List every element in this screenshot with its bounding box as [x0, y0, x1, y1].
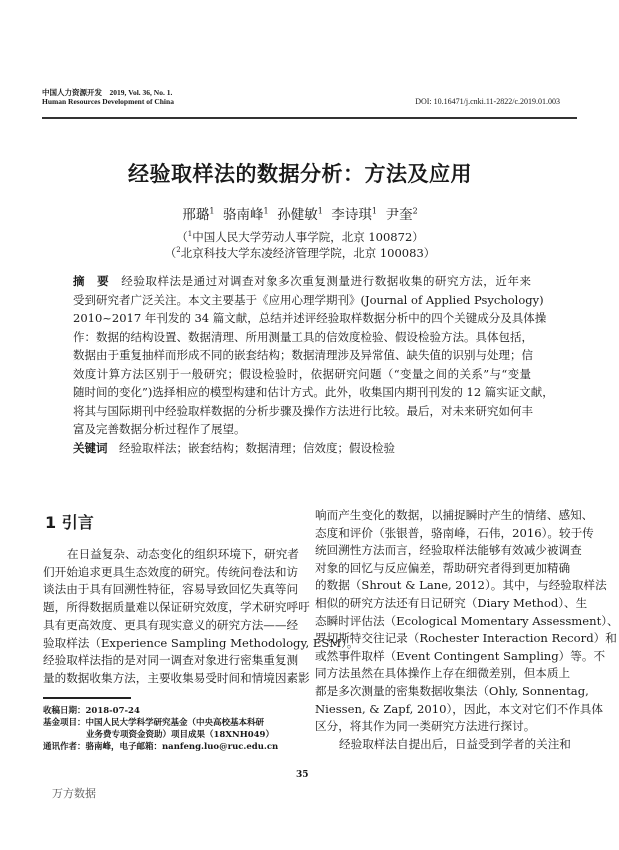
paragraph-line: 相似的研究方法还有日记研究（Diary Method）、生 [315, 596, 588, 610]
keywords [73, 439, 531, 457]
paragraph-line: 的数据（Shrout & Lane, 2012）。其中，与经验取样法 [315, 578, 607, 593]
paragraph-line: 统回溯性方法而言，经验取样法能够有效减少被调查 [315, 543, 582, 558]
received-date: 收稿日期：2018-07-24 [43, 706, 140, 716]
author: 尹奎$^2$ [385, 206, 418, 223]
abstract-line: 富及完善数据分析过程作了展望。 [73, 422, 246, 436]
abstract-text: 经验取样法是通过对调查对象多次重复测量进行数据收集的研究方法，近年来 [121, 274, 532, 288]
journal-info [42, 88, 174, 106]
abstract-line: 数据由于重复抽样而形成不同的嵌套结构；数据清理涉及异常值、缺失值的识别与处理；信 [73, 348, 533, 362]
journal-en: Human Resources Development of China [42, 97, 174, 106]
doi: DOI: 10.16471/j.cnki.11-2822/c.2019.01.003 [415, 97, 560, 106]
keywords-text: 经验取样法；嵌套结构；数据清理；信效度；假设检验 [119, 440, 395, 455]
footnote-rule [43, 697, 131, 699]
journal-cn: 中国人力资源开发 2019, Vol. 36, No. 1. [42, 88, 173, 97]
author: 骆南峰$^1$ [223, 206, 269, 223]
paragraph-line: 同方法虽然在具体操作上存在细微差别，但本质上 [315, 666, 571, 681]
author: 邢璐$^1$ [182, 206, 215, 223]
paragraph-line: 经验取样法指的是对同一调查对象进行密集重复测 [43, 653, 299, 668]
abstract-line: 作：数据的结构设置、数据清理、所用测量工具的信效度检验、假设检验方法。具体包括， [73, 329, 533, 344]
paragraph-line: 验取样法（Experience Sampling Methodology, ESM）。 [43, 635, 359, 650]
fund-info-cont: 业务费专项资金资助）项目成果（18XNH049） [86, 730, 274, 740]
author: 孙健敏$^1$ [277, 206, 323, 223]
affiliation: （$^2$北京科技大学东凌经济管理学院，北京 100083） [164, 246, 436, 260]
paragraph-line: 或然事件取样（Event Contingent Sampling）等。不 [315, 648, 606, 663]
abstract-label: 摘 要 [73, 274, 110, 288]
abstract-line: 将其与国际期刊中经验取样数据的分析步骤及操作方法进行比较。最后，对未来研究如何丰 [73, 403, 533, 418]
page-number: 35 [296, 770, 309, 780]
abstract-line [73, 272, 531, 290]
paragraph-line: 在日益复杂、动态变化的组织环境下，研究者 [67, 547, 299, 561]
keywords-label: 关键词 [73, 440, 108, 455]
paragraph-line: 题，所得数据质量难以保证研究效度，学术研究呼吁 [43, 600, 310, 615]
paragraph-line: 对象的回忆与反应偏差，帮助研究者得到更加精确 [315, 560, 571, 575]
paragraph-line: 们开始追求更具生态效度的研究。传统问卷法和访 [43, 564, 299, 579]
abstract-line: 效度计算方法区别于一般研究；假设检验时，依据研究问题（“变量之间的关系”与“变量 [73, 366, 531, 381]
paragraph-line: 态瞬时评估法（Ecological Momentary Assessment）、 [315, 613, 619, 628]
abstract-line: 随时间的变化”)选择相应的模型构建和估计方式。此外，收集国内期刊刊发的 12 篇实证文献， [73, 385, 554, 399]
paragraph-line: 区分，将其作为同一类研究方法进行探讨。 [315, 719, 536, 734]
paper-title: 经验取样法的数据分析：方法及应用 [128, 162, 472, 186]
abstract-line: 受到研究者广泛关注。本文主要基于《应用心理学期刊》(Journal of Applied Psychology) [73, 292, 544, 307]
header-rule [42, 117, 577, 119]
paragraph-line: 都是多次测量的密集数据收集法（Ohly, Sonnentag, [315, 684, 589, 698]
watermark: 万方数据 [52, 787, 96, 800]
paragraph-line: 经验取样法自提出后，日益受到学者的关注和 [339, 736, 571, 751]
paragraph-line: 态度和评价（张银普，骆南峰，石伟，2016）。较于传 [315, 525, 594, 540]
affiliation: （$^1$中国人民大学劳动人事学院，北京 100872） [176, 230, 424, 244]
paragraph-line: 量的数据收集方法，主要收集易受时间和情境因素影 [43, 670, 310, 685]
fund-info: 基金项目：中国人民大学科学研究基金（中央高校基本科研 [43, 718, 265, 728]
paragraph-line: 具有更高效度、更具有现实意义的研究方法——经 [43, 617, 299, 632]
author: 李诗琪$^1$ [331, 206, 377, 223]
author-list [0, 203, 600, 223]
paragraph-line: Niessen, & Zapf, 2010），因此，本文对它们不作具体 [315, 701, 603, 716]
section-heading: 1 引言 [45, 513, 94, 532]
paragraph-line: 响而产生变化的数据，以捕捉瞬时产生的情绪、感知、 [315, 508, 594, 522]
abstract-line: 2010~2017 年刊发的 34 篇文献，总结并述评经验取样数据分析中的四个关键成分及具体操 [73, 311, 547, 325]
paragraph-line: 谈法由于具有回溯性特征，容易导致回忆失真等问 [43, 582, 299, 597]
paragraph-line: 罗切斯特交往记录（Rochester Interaction Record）和 [315, 631, 617, 646]
corresponding-author: 通讯作者：骆南峰，电子邮箱：nanfeng.luo@ruc.edu.cn [43, 742, 279, 752]
